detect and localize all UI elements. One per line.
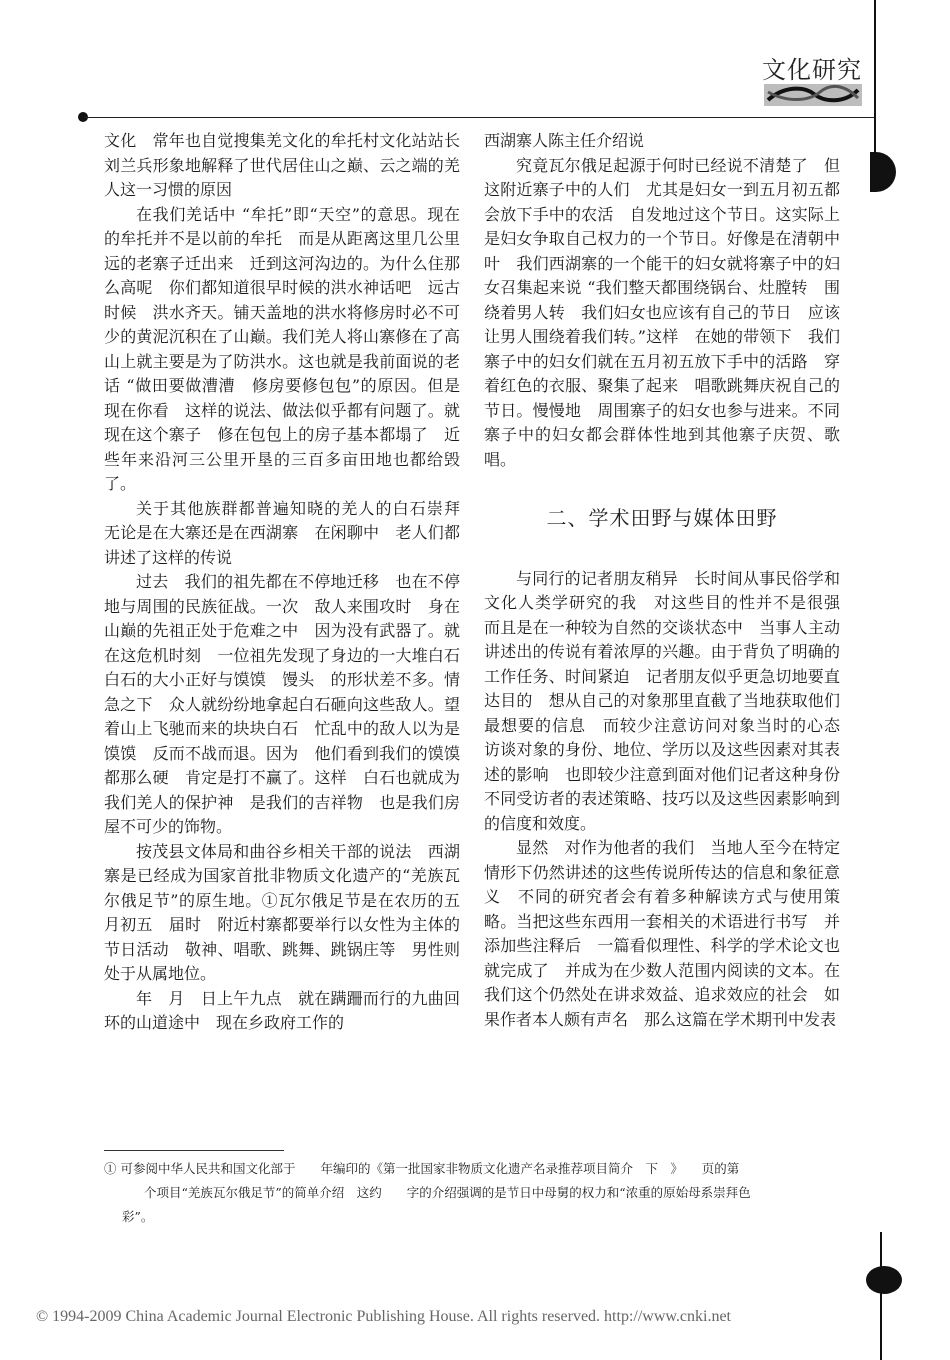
copyright-notice: © 1994-2009 China Academic Journal Electronic Publishing House. All rights reserved. http://www.cnki.net (36, 1308, 731, 1325)
footnote-line: ① 可参阅中华人民共和国文化部于 年编印的《第一批国家非物质文化遗产名录推荐项目简介 下 》 页的第 (104, 1161, 740, 1176)
paragraph: 关于其他族群都普遍知晓的羌人的白石崇拜 无论是在大寨还是在西湖寨 在闲聊中 老人们都讲述了这样的传说 (104, 498, 477, 567)
header-rule (84, 117, 874, 118)
footnote (104, 1157, 842, 1229)
section-title: 文化研究 (762, 56, 862, 84)
margin-tab-marker-bottom (866, 1266, 902, 1294)
paragraph: 在我们羌话中 “牟托”即“天空”的意思。现在的牟托并不是以前的牟托 而是从距离这里几公里远的老寨子迁出来 迁到这河沟边的。为什么住那么高呢 你们都知道很早时候的洪水神话吧 远古时候 洪水齐天。铺天盖地的洪水将修房时必不可少的黄泥沉积在了山巅。我们羌人将山寨修在了高山上就主要是为了防洪水。这也就是我前面说的老话 “做田要做漕漕 修房要修包包”的原因。但是 现在你看 这样的说法、做法似乎都有问题了。就现在这个寨子 修在包包上的房子基本都塌了 近些年来沿河三公里开垦的三百多亩田地也都给毁了。 (104, 204, 477, 493)
paragraph: 按茂县文体局和曲谷乡相关干部的说法 西湖寨是已经成为国家首批非物质文化遗产的“羌族瓦尔俄足节”的原生地。①瓦尔俄足节是在农历的五月初五 届时 附近村寨都要举行以女性为主体的节日活动 敬神、唱歌、跳舞、跳锅庄等 男性则处于从属地位。 (104, 841, 460, 983)
margin-vertical-line-bottom (880, 1232, 882, 1360)
paragraph: 文化 常年也自觉搜集羌文化的牟托村文化站站长刘兰兵形象地解释了世代居住山之巅、云之端的羌人这一习惯的原因 (104, 131, 460, 199)
paragraph: 究竟瓦尔俄足起源于何时已经说不清楚了 但这附近寨子中的人们 尤其是妇女一到五月初五都会放下手中的农活 自发地过这个节日。这实际上是妇女争取自己权力的一个节日。好像是在清朝中叶 我们西湖寨的一个能干的妇女就将寨子中的妇女召集起来说 “我们整天都围绕锅台、灶膛转 围绕着男人转 我们妇女也应该有自己的节日 应该让男人围绕着我们转。”这样 在她的带领下 我们寨子中的妇女们就在五月初五放下手中的活路 穿着红色的衣服、聚集了起来 唱歌跳舞庆祝自己的节日。慢慢地 周围寨子的妇女也参与进来。不同寨子中的妇女都会群体性地到其他寨子庆贺、歌唱。 (484, 155, 840, 469)
margin-tab-marker-top (870, 152, 896, 192)
footnote-line: 个项目“羌族瓦尔俄足节”的简单介绍 这约 字的介绍强调的是节日中母舅的权力和“浓重的原始母系崇拜色 (144, 1185, 751, 1200)
section-heading: 二、学术田野与媒体田野 (546, 506, 778, 530)
section-decoration-logo (764, 84, 862, 106)
paragraph: 显然 对作为他者的我们 当地人至今在特定情形下仍然讲述的这些传说所传达的信息和象征意义 不同的研究者会有着多种解读方式与使用策略。当把这些东西用一套相关的术语进行书写 并添加些注释后 一篇看似理性、科学的学术论文也就完成了 并成为在少数人范围内阅读的文本。在我们这个仍然处在讲求效益、追求效应的社会 如果作者本人颇有声名 那么这篇在学术期刊中发表 (484, 838, 840, 1029)
paragraph: 与同行的记者朋友稍异 长时间从事民俗学和文化人类学研究的我 对这些目的性并不是很强 而且是在一种较为自然的交谈状态中 当事人主动讲述出的传说有着浓厚的兴趣。由于背负了明确的工作任务、时间紧迫 记者朋友似乎更急切地要直达目的 想从自己的对象那里直截了当地获取他们最想要的信息 而较少注意访问对象当时的心态 访谈对象的身份、地位、学历以及这些因素对其表述的影响 也即较少注意到面对他们记者这种身份 不同受访者的表述策略、技巧以及这些因素影响到的信度和效度。 (484, 568, 857, 833)
right-column (484, 129, 857, 1032)
footnote-line: 彩”。 (122, 1209, 154, 1224)
paragraph: 西湖寨人陈主任介绍说 (484, 131, 645, 150)
paragraph: 年 月 日上午九点 就在蹒跚而行的九曲回环的山道途中 现在乡政府工作的 (104, 988, 460, 1032)
footnote-rule (104, 1150, 284, 1151)
paragraph: 过去 我们的祖先都在不停地迁移 也在不停地与周围的民族征战。一次 敌人来围攻时 身在山巅的先祖正处于危难之中 因为没有武器了。就在这危机时刻 一位祖先发现了身边的一大堆白石 白石的大小正好与馍馍 馒头 的形状差不多。情急之下 众人就纷纷地拿起白石砸向这些敌人。望着山上飞驰而来的块块白石 忙乱中的敌人以为是馍馍 反而不战而退。因为 他们看到我们的馍馍都那么硬 肯定是打不赢了。这样 白石也就成为我们羌人的保护神 是我们的吉祥物 也是我们房屋不可少的饰物。 (104, 572, 477, 836)
left-column (104, 129, 477, 1036)
